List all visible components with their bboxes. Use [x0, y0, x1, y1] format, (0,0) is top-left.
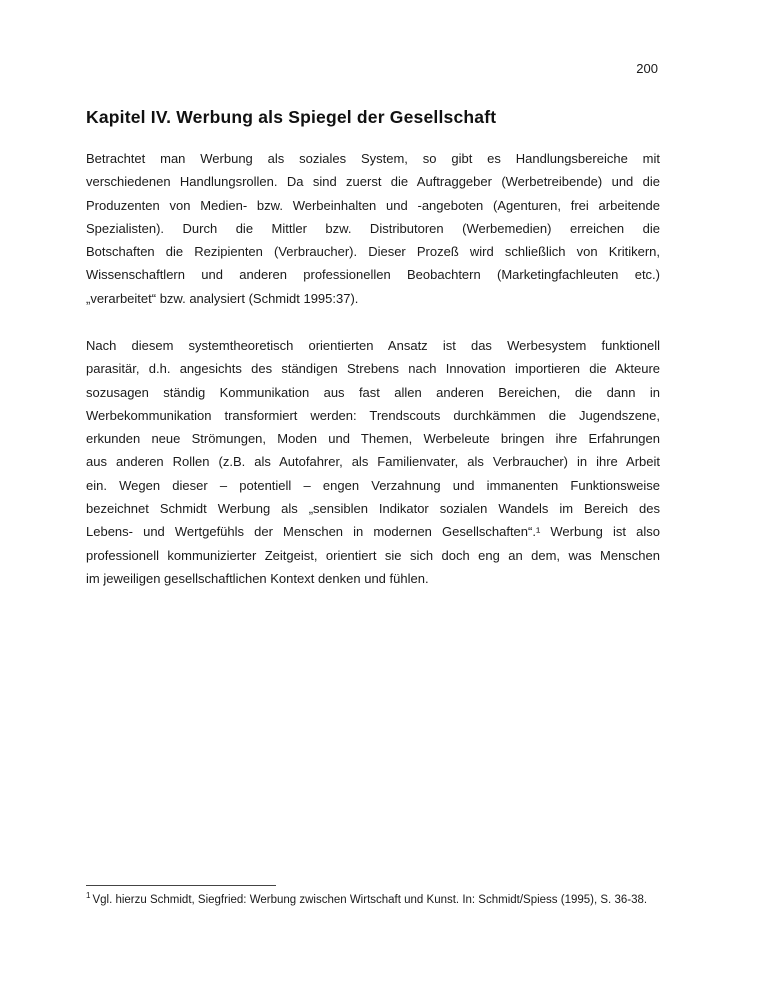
body-paragraph-1	[86, 147, 660, 310]
footnote-text: Vgl. hierzu Schmidt, Siegfried: Werbung zwischen Wirtschaft und Kunst. In: Schmidt/Spiess (1995), S. 36-38.	[92, 894, 648, 906]
text-line: sozusagen ständig Kommunikation aus fast allen anderen Bereichen, die dann in	[86, 384, 660, 400]
text-line: parasitär, d.h. angesichts des ständigen Strebens nach Innovation importieren die Akteure	[86, 361, 660, 377]
footnote	[86, 892, 686, 908]
body-paragraph-2	[86, 334, 660, 590]
footnote-separator	[86, 885, 276, 886]
text-line: Werbekommunikation transformiert werden: Trendscouts durchkämmen die Jugendszene,	[86, 407, 660, 423]
text-line: Botschaften die Rezipienten (Verbraucher). Dieser Prozeß wird schließlich von Kritikern,	[86, 244, 660, 260]
footnote-marker: 1	[86, 891, 91, 901]
text-line: Spezialisten). Durch die Mittler bzw. Distributoren (Werbemedien) erreichen die	[86, 220, 660, 236]
text-line: bezeichnet Schmidt Werbung als „sensiblen Indikator sozialen Wandels im Bereich des	[86, 501, 660, 517]
page-number: 200	[636, 61, 658, 76]
text-line: Betrachtet man Werbung als soziales System, so gibt es Handlungsbereiche mit	[86, 151, 660, 166]
text-line: Produzenten von Medien- bzw. Werbeinhalten und -angeboten (Agenturen, frei arbeitende	[86, 197, 660, 213]
text-line: im jeweiligen gesellschaftlichen Kontext denken und fühlen.	[86, 570, 429, 586]
chapter-heading: Kapitel IV. Werbung als Spiegel der Gesellschaft	[86, 106, 497, 127]
text-line: Wissenschaftlern und anderen professionellen Beobachtern (Marketingfachleuten etc.)	[86, 267, 660, 283]
text-line: professionell kommunizierter Zeitgeist, orientiert sie sich doch eng an dem, was Menschen	[86, 547, 660, 563]
text-line: Nach diesem systemtheoretisch orientierten Ansatz ist das Werbesystem funktionell	[86, 338, 660, 353]
text-line: aus anderen Rollen (z.B. als Autofahrer, als Familienvater, als Verbraucher) in ihre Arbeit	[86, 454, 660, 470]
text-line: erkunden neue Strömungen, Moden und Themen, Werbeleute bringen ihre Erfahrungen	[86, 431, 660, 447]
text-line: verschiedenen Handlungsrollen. Da sind zuerst die Auftraggeber (Werbetreibende) und die	[86, 174, 660, 190]
text-line: ein. Wegen dieser – potentiell – engen Verzahnung und immanenten Funktionsweise	[86, 477, 660, 493]
text-line: „verarbeitet“ bzw. analysiert (Schmidt 1995:37).	[86, 290, 359, 306]
text-line: Lebens- und Wertgefühls der Menschen in modernen Gesellschaften“.¹ Werbung ist also	[86, 524, 660, 540]
